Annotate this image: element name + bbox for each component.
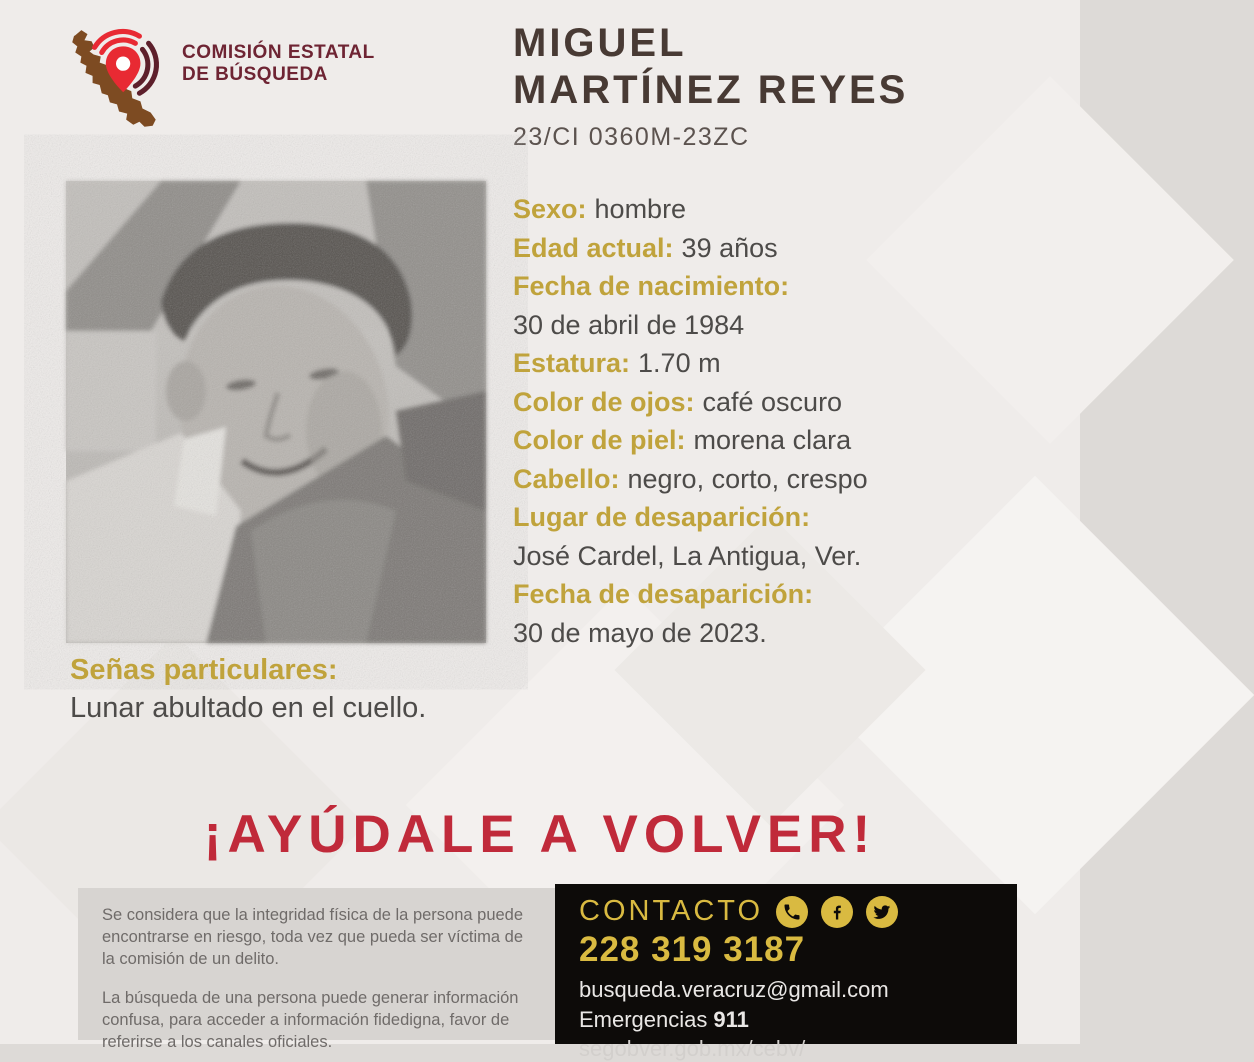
detail-label: Sexo: <box>513 194 587 224</box>
detail-row <box>513 460 993 499</box>
detail-label: Fecha de nacimiento: <box>513 271 790 301</box>
detail-row <box>513 267 993 344</box>
emergency-label: Emergencias <box>579 1007 708 1032</box>
detail-value: 30 de mayo de 2023. <box>513 617 767 648</box>
senas-label: Señas particulares: <box>70 654 338 686</box>
detail-value: José Cardel, La Antigua, Ver. <box>513 540 862 571</box>
org-name-line2: DE BÚSQUEDA <box>182 64 328 85</box>
contact-header <box>579 895 993 928</box>
veracruz-map-pin-icon <box>60 26 172 138</box>
twitter-icon <box>866 896 898 928</box>
person-name-line2: MARTÍNEZ REYES <box>513 68 909 112</box>
contact-emergency <box>579 1007 993 1033</box>
person-header <box>513 20 908 152</box>
detail-label: Color de piel: <box>513 425 686 455</box>
disclaimer-paragraph-1: Se considera que la integridad física de la persona puede encontrarse en riesgo, toda vez que pueda ser víctima de la comisión de un delito. <box>102 906 524 968</box>
contact-email: busqueda.veracruz@gmail.com <box>579 977 889 1002</box>
org-name <box>182 42 375 86</box>
detail-row <box>513 575 993 652</box>
detail-label: Edad actual: <box>513 232 674 263</box>
missing-person-photo <box>66 181 486 643</box>
detail-row <box>513 190 993 229</box>
detail-value: morena clara <box>693 425 852 455</box>
person-name-line1: MIGUEL <box>513 21 687 65</box>
detail-value: café oscuro <box>702 386 843 417</box>
detail-value: hombre <box>594 194 687 224</box>
contact-box <box>555 884 1017 1061</box>
details-list <box>513 190 993 652</box>
detail-value: 1.70 m <box>638 348 721 378</box>
portrait-image <box>66 181 486 643</box>
contact-phone: 228 319 3187 <box>579 930 806 969</box>
detail-row <box>513 498 993 575</box>
emergency-number: 911 <box>713 1007 749 1032</box>
detail-row <box>513 229 993 268</box>
detail-label: Lugar de desaparición: <box>513 502 811 532</box>
detail-label: Cabello: <box>513 463 620 494</box>
detail-label: Fecha de desaparición: <box>513 579 814 609</box>
phone-icon <box>776 896 808 928</box>
org-logo <box>60 26 375 138</box>
org-name-line1: COMISIÓN ESTATAL <box>182 42 375 63</box>
person-name <box>513 20 908 114</box>
facebook-icon <box>821 896 853 928</box>
detail-row <box>513 421 993 460</box>
case-number: 23/CI 0360M-23ZC <box>513 123 750 151</box>
detail-label: Estatura: <box>513 348 631 378</box>
detail-value: 30 de abril de 1984 <box>513 309 745 340</box>
detail-value: 39 años <box>681 232 778 263</box>
detail-value: negro, corto, crespo <box>627 463 868 494</box>
contact-title: CONTACTO <box>579 895 764 927</box>
senas-particulares <box>70 652 426 727</box>
contact-website: segobver.gob.mx/cebv/ <box>579 1036 806 1061</box>
disclaimer-paragraph-2: La búsqueda de una persona puede generar información confusa, para acceder a información fidedigna, favor de referirse a los canales oficiales. <box>102 988 519 1051</box>
detail-row <box>513 383 993 422</box>
detail-label: Color de ojos: <box>513 386 695 417</box>
senas-value: Lunar abultado en el cuello. <box>70 692 427 724</box>
disclaimer-box <box>78 888 555 1051</box>
headline-ayudale-a-volver: ¡AYÚDALE A VOLVER! <box>203 805 877 864</box>
detail-row <box>513 344 993 383</box>
